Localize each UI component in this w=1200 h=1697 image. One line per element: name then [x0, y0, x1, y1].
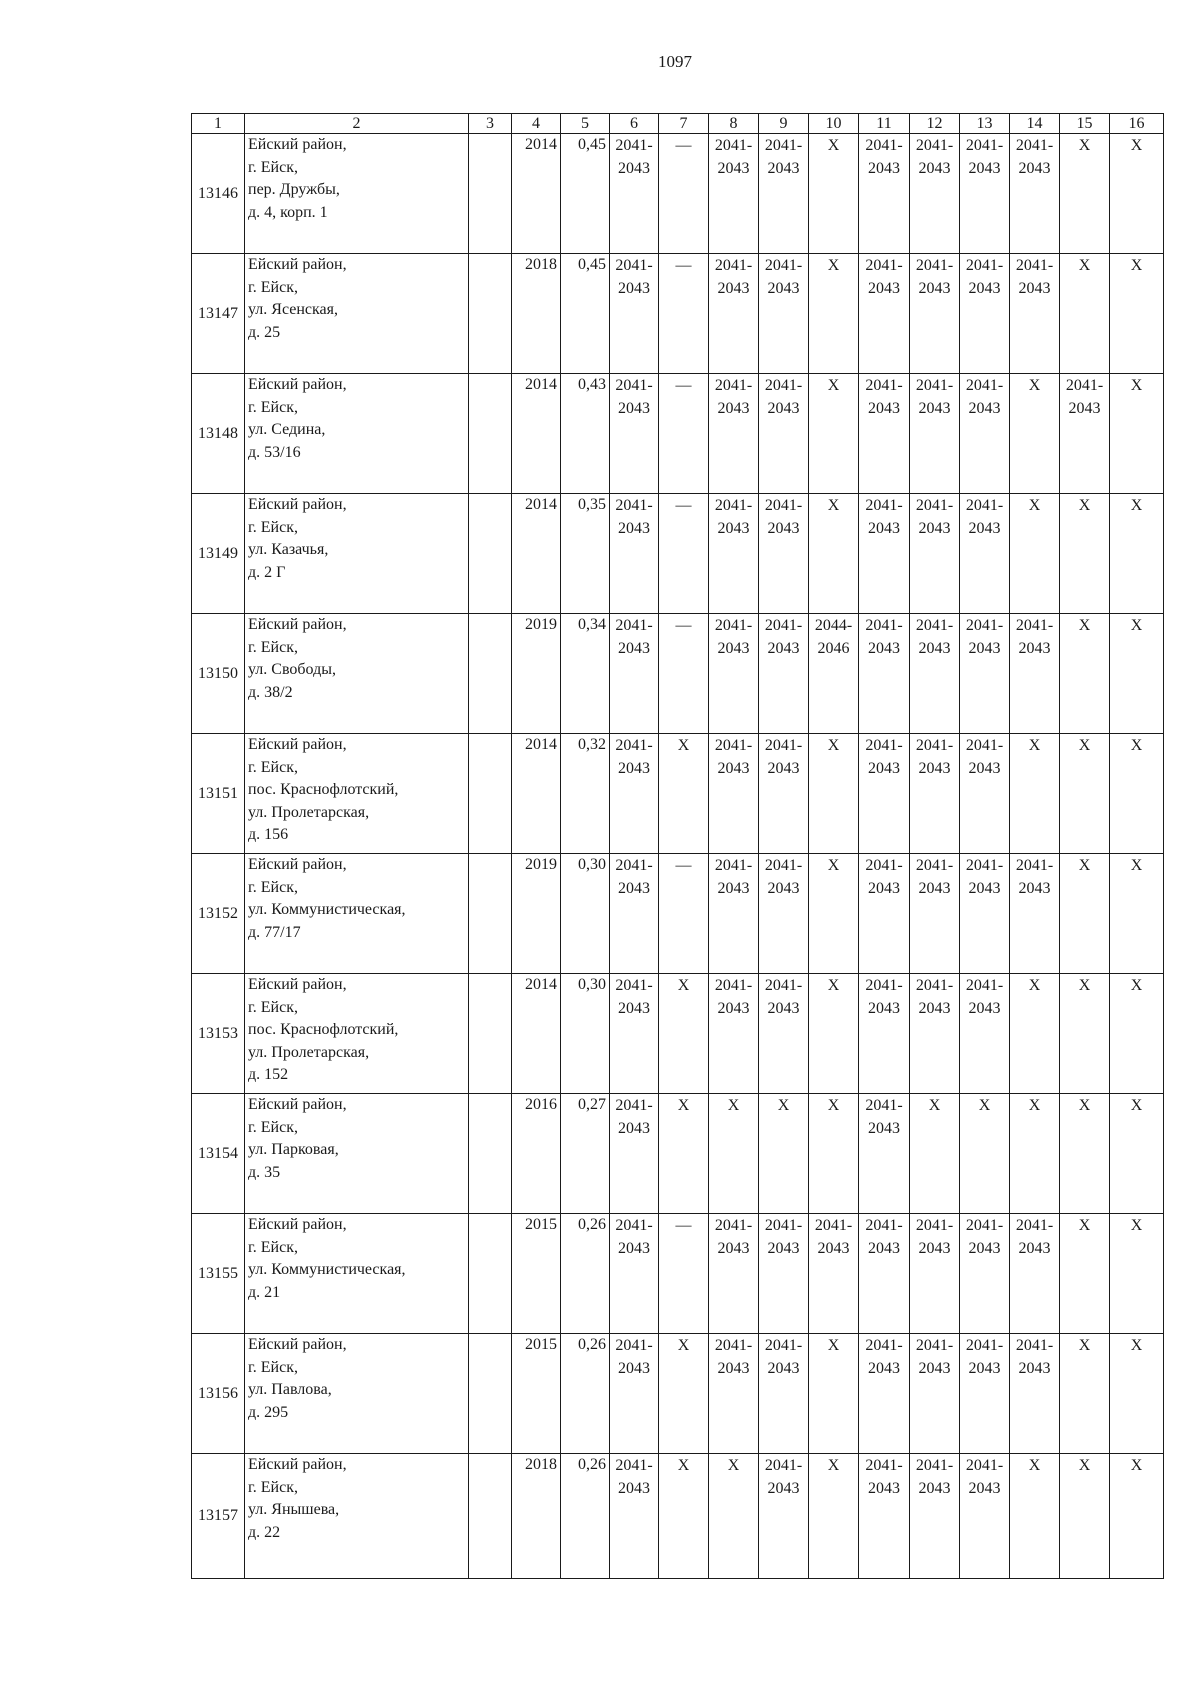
- year-cell: 2014: [512, 494, 561, 614]
- address-line: ул. Свободы,: [248, 661, 336, 678]
- address-line: ул. Седина,: [248, 421, 326, 438]
- period-cell: 2041- 2043: [709, 1334, 759, 1454]
- period-cell: X: [1060, 734, 1110, 854]
- empty-cell: [469, 1214, 512, 1334]
- column-header: 14: [1010, 114, 1060, 134]
- period-cell: X: [809, 734, 859, 854]
- address-line: д. 21: [248, 1283, 281, 1301]
- period-cell: X: [1110, 1334, 1164, 1454]
- address-line: пер. Дружбы,: [248, 181, 340, 198]
- table-body: [192, 134, 1164, 1579]
- value-cell: 0,35: [561, 494, 610, 614]
- period-cell: 2041- 2043: [960, 614, 1010, 734]
- address-line: г. Ейск,: [248, 1238, 298, 1256]
- address-line: д. 152: [248, 1066, 289, 1083]
- table-row: [192, 134, 1164, 254]
- address-cell: [245, 254, 469, 374]
- period-cell: 2041- 2043: [1010, 854, 1060, 974]
- period-cell: 2041- 2043: [709, 974, 759, 1094]
- period-cell: 2041- 2043: [610, 1334, 659, 1454]
- period-cell: X: [1010, 374, 1060, 494]
- value-cell: 0,45: [561, 134, 610, 254]
- period-cell: —: [659, 614, 709, 734]
- period-cell: X: [1010, 974, 1060, 1094]
- period-cell: —: [659, 1214, 709, 1334]
- address-line: Ейский район,: [248, 1336, 347, 1353]
- row-number: 13147: [192, 254, 245, 374]
- period-cell: X: [910, 1094, 960, 1214]
- address-line: д. 38/2: [248, 683, 293, 701]
- address-line: г. Ейск,: [248, 398, 298, 416]
- address-cell: [245, 494, 469, 614]
- period-cell: X: [709, 1454, 759, 1579]
- address-cell: [245, 1454, 469, 1579]
- table-row: [192, 374, 1164, 494]
- column-header: 1: [192, 114, 245, 134]
- address-line: Ейский район,: [248, 736, 347, 753]
- value-cell: 0,45: [561, 254, 610, 374]
- column-header: 7: [659, 114, 709, 134]
- address-line: ул. Коммунистическая,: [248, 1261, 406, 1278]
- period-cell: X: [659, 1094, 709, 1214]
- empty-cell: [469, 614, 512, 734]
- address-line: Ейский район,: [248, 496, 347, 513]
- period-cell: 2041- 2043: [610, 614, 659, 734]
- address-line: ул. Коммунистическая,: [248, 901, 406, 918]
- table-row: [192, 1454, 1164, 1579]
- period-cell: 2041- 2043: [1010, 254, 1060, 374]
- value-cell: 0,26: [561, 1214, 610, 1334]
- address-cell: [245, 374, 469, 494]
- address-line: д. 53/16: [248, 443, 301, 461]
- address-line: Ейский район,: [248, 616, 347, 633]
- period-cell: X: [1060, 614, 1110, 734]
- period-cell: 2041- 2043: [859, 254, 910, 374]
- address-line: д. 77/17: [248, 923, 301, 941]
- period-cell: —: [659, 134, 709, 254]
- period-cell: 2041- 2043: [960, 254, 1010, 374]
- address-cell: [245, 614, 469, 734]
- address-line: г. Ейск,: [248, 998, 298, 1016]
- column-header: 13: [960, 114, 1010, 134]
- period-cell: X: [1110, 374, 1164, 494]
- period-cell: X: [1060, 974, 1110, 1094]
- period-cell: 2041- 2043: [1060, 374, 1110, 494]
- address-line: г. Ейск,: [248, 278, 298, 296]
- address-line: Ейский район,: [248, 1456, 347, 1473]
- value-cell: 0,27: [561, 1094, 610, 1214]
- period-cell: 2041- 2043: [759, 494, 809, 614]
- address-line: ул. Пролетарская,: [248, 803, 370, 821]
- period-cell: 2041- 2043: [759, 374, 809, 494]
- address-line: г. Ейск,: [248, 1118, 298, 1136]
- period-cell: X: [809, 1454, 859, 1579]
- table-row: [192, 254, 1164, 374]
- period-cell: 2041- 2043: [1010, 1214, 1060, 1334]
- period-cell: X: [1110, 1214, 1164, 1334]
- period-cell: X: [1060, 134, 1110, 254]
- period-cell: 2041- 2043: [610, 1454, 659, 1579]
- column-header: 6: [610, 114, 659, 134]
- period-cell: 2041- 2043: [759, 1334, 809, 1454]
- value-cell: 0,43: [561, 374, 610, 494]
- period-cell: 2041- 2043: [910, 254, 960, 374]
- period-cell: 2041- 2043: [709, 374, 759, 494]
- period-cell: X: [809, 854, 859, 974]
- period-cell: 2041- 2043: [910, 374, 960, 494]
- period-cell: X: [1060, 494, 1110, 614]
- address-cell: [245, 1334, 469, 1454]
- period-cell: 2041- 2043: [709, 134, 759, 254]
- address-line: Ейский район,: [248, 136, 347, 153]
- period-cell: 2041- 2043: [910, 734, 960, 854]
- header-row: [192, 114, 1164, 134]
- row-number: 13152: [192, 854, 245, 974]
- period-cell: 2041- 2043: [709, 854, 759, 974]
- period-cell: X: [1110, 1094, 1164, 1214]
- period-cell: X: [1110, 1454, 1164, 1579]
- period-cell: 2041- 2043: [610, 734, 659, 854]
- period-cell: X: [1110, 494, 1164, 614]
- period-cell: 2041- 2043: [1010, 614, 1060, 734]
- address-line: г. Ейск,: [248, 638, 298, 656]
- period-cell: 2041- 2043: [960, 854, 1010, 974]
- period-cell: X: [659, 1454, 709, 1579]
- period-cell: 2041- 2043: [859, 1334, 910, 1454]
- table-row: [192, 1214, 1164, 1334]
- column-header: 5: [561, 114, 610, 134]
- period-cell: 2041- 2043: [709, 614, 759, 734]
- address-line: Ейский район,: [248, 976, 347, 993]
- row-number: 13155: [192, 1214, 245, 1334]
- table-row: [192, 734, 1164, 854]
- column-header: 15: [1060, 114, 1110, 134]
- period-cell: 2041- 2043: [859, 494, 910, 614]
- period-cell: 2041- 2043: [960, 1334, 1010, 1454]
- period-cell: 2041- 2043: [1010, 1334, 1060, 1454]
- period-cell: 2041- 2043: [759, 734, 809, 854]
- address-line: г. Ейск,: [248, 158, 298, 176]
- period-cell: X: [1110, 134, 1164, 254]
- period-cell: 2041- 2043: [759, 1214, 809, 1334]
- table-row: [192, 614, 1164, 734]
- value-cell: 0,26: [561, 1454, 610, 1579]
- address-line: ул. Казачья,: [248, 541, 329, 558]
- address-line: д. 2 Г: [248, 563, 286, 581]
- period-cell: 2044- 2046: [809, 614, 859, 734]
- column-header: 9: [759, 114, 809, 134]
- period-cell: X: [1010, 1454, 1060, 1579]
- row-number: 13154: [192, 1094, 245, 1214]
- row-number: 13153: [192, 974, 245, 1094]
- period-cell: X: [1060, 1334, 1110, 1454]
- period-cell: 2041- 2043: [859, 614, 910, 734]
- period-cell: 2041- 2043: [859, 1094, 910, 1214]
- address-line: ул. Павлова,: [248, 1381, 332, 1398]
- address-line: г. Ейск,: [248, 1358, 298, 1376]
- table-row: [192, 494, 1164, 614]
- register-table: [191, 113, 1164, 1579]
- address-line: г. Ейск,: [248, 1478, 298, 1496]
- value-cell: 0,34: [561, 614, 610, 734]
- period-cell: X: [1060, 254, 1110, 374]
- empty-cell: [469, 494, 512, 614]
- address-line: пос. Краснофлотский,: [248, 1021, 399, 1038]
- address-line: пос. Краснофлотский,: [248, 781, 399, 798]
- row-number: 13150: [192, 614, 245, 734]
- period-cell: 2041- 2043: [610, 974, 659, 1094]
- period-cell: 2041- 2043: [709, 1214, 759, 1334]
- period-cell: 2041- 2043: [910, 134, 960, 254]
- address-cell: [245, 134, 469, 254]
- row-number: 13148: [192, 374, 245, 494]
- period-cell: X: [809, 254, 859, 374]
- period-cell: 2041- 2043: [759, 134, 809, 254]
- period-cell: X: [809, 974, 859, 1094]
- address-line: г. Ейск,: [248, 878, 298, 896]
- value-cell: 0,30: [561, 854, 610, 974]
- empty-cell: [469, 1454, 512, 1579]
- period-cell: 2041- 2043: [910, 1214, 960, 1334]
- period-cell: X: [960, 1094, 1010, 1214]
- address-line: Ейский район,: [248, 256, 347, 273]
- period-cell: 2041- 2043: [610, 374, 659, 494]
- value-cell: 0,26: [561, 1334, 610, 1454]
- table-row: [192, 974, 1164, 1094]
- year-cell: 2016: [512, 1094, 561, 1214]
- period-cell: X: [809, 374, 859, 494]
- column-header: 8: [709, 114, 759, 134]
- address-line: ул. Янышева,: [248, 1501, 340, 1518]
- empty-cell: [469, 374, 512, 494]
- period-cell: 2041- 2043: [910, 854, 960, 974]
- period-cell: X: [1060, 854, 1110, 974]
- period-cell: X: [1010, 494, 1060, 614]
- period-cell: 2041- 2043: [859, 1214, 910, 1334]
- period-cell: 2041- 2043: [960, 494, 1010, 614]
- period-cell: —: [659, 494, 709, 614]
- year-cell: 2019: [512, 854, 561, 974]
- period-cell: 2041- 2043: [859, 1454, 910, 1579]
- period-cell: X: [1110, 974, 1164, 1094]
- table-row: [192, 1334, 1164, 1454]
- period-cell: X: [759, 1094, 809, 1214]
- period-cell: 2041- 2043: [960, 134, 1010, 254]
- period-cell: X: [1060, 1454, 1110, 1579]
- period-cell: 2041- 2043: [859, 974, 910, 1094]
- column-header: 12: [910, 114, 960, 134]
- address-line: д. 22: [248, 1523, 281, 1541]
- period-cell: X: [659, 734, 709, 854]
- column-header: 3: [469, 114, 512, 134]
- address-line: г. Ейск,: [248, 518, 298, 536]
- row-number: 13157: [192, 1454, 245, 1579]
- empty-cell: [469, 974, 512, 1094]
- column-header: 16: [1110, 114, 1164, 134]
- address-cell: [245, 734, 469, 854]
- year-cell: 2015: [512, 1214, 561, 1334]
- year-cell: 2014: [512, 374, 561, 494]
- empty-cell: [469, 134, 512, 254]
- address-cell: [245, 1214, 469, 1334]
- address-line: ул. Парковая,: [248, 1141, 339, 1158]
- address-line: Ейский район,: [248, 856, 347, 873]
- period-cell: 2041- 2043: [610, 134, 659, 254]
- period-cell: 2041- 2043: [610, 854, 659, 974]
- period-cell: X: [1110, 734, 1164, 854]
- period-cell: X: [1060, 1214, 1110, 1334]
- period-cell: X: [709, 1094, 759, 1214]
- period-cell: —: [659, 854, 709, 974]
- year-cell: 2014: [512, 734, 561, 854]
- period-cell: 2041- 2043: [759, 1454, 809, 1579]
- address-line: д. 35: [248, 1163, 281, 1181]
- empty-cell: [469, 734, 512, 854]
- address-cell: [245, 1094, 469, 1214]
- row-number: 13146: [192, 134, 245, 254]
- period-cell: 2041- 2043: [960, 1214, 1010, 1334]
- row-number: 13149: [192, 494, 245, 614]
- year-cell: 2018: [512, 1454, 561, 1579]
- period-cell: 2041- 2043: [859, 854, 910, 974]
- empty-cell: [469, 1094, 512, 1214]
- year-cell: 2014: [512, 134, 561, 254]
- period-cell: 2041- 2043: [709, 254, 759, 374]
- period-cell: 2041- 2043: [610, 494, 659, 614]
- period-cell: X: [1110, 254, 1164, 374]
- period-cell: 2041- 2043: [859, 374, 910, 494]
- period-cell: 2041- 2043: [960, 734, 1010, 854]
- period-cell: 2041- 2043: [859, 134, 910, 254]
- period-cell: 2041- 2043: [809, 1214, 859, 1334]
- period-cell: 2041- 2043: [709, 734, 759, 854]
- row-number: 13151: [192, 734, 245, 854]
- empty-cell: [469, 854, 512, 974]
- period-cell: 2041- 2043: [759, 854, 809, 974]
- period-cell: X: [1110, 614, 1164, 734]
- period-cell: X: [809, 1334, 859, 1454]
- year-cell: 2015: [512, 1334, 561, 1454]
- row-number: 13156: [192, 1334, 245, 1454]
- period-cell: 2041- 2043: [759, 254, 809, 374]
- address-line: д. 25: [248, 323, 281, 341]
- table-row: [192, 854, 1164, 974]
- column-header: 4: [512, 114, 561, 134]
- empty-cell: [469, 1334, 512, 1454]
- address-line: г. Ейск,: [248, 758, 298, 776]
- period-cell: X: [809, 134, 859, 254]
- column-header: 10: [809, 114, 859, 134]
- address-line: Ейский район,: [248, 1096, 347, 1113]
- year-cell: 2019: [512, 614, 561, 734]
- address-line: ул. Ясенская,: [248, 301, 339, 318]
- column-header: 11: [859, 114, 910, 134]
- table-row: [192, 1094, 1164, 1214]
- column-header: 2: [245, 114, 469, 134]
- period-cell: 2041- 2043: [610, 1094, 659, 1214]
- address-line: Ейский район,: [248, 1216, 347, 1233]
- period-cell: 2041- 2043: [709, 494, 759, 614]
- address-cell: [245, 854, 469, 974]
- address-line: Ейский район,: [248, 376, 347, 393]
- value-cell: 0,32: [561, 734, 610, 854]
- address-line: ул. Пролетарская,: [248, 1043, 370, 1061]
- address-line: д. 295: [248, 1403, 289, 1421]
- period-cell: X: [809, 1094, 859, 1214]
- period-cell: —: [659, 374, 709, 494]
- period-cell: 2041- 2043: [610, 254, 659, 374]
- period-cell: 2041- 2043: [910, 494, 960, 614]
- period-cell: 2041- 2043: [859, 734, 910, 854]
- period-cell: X: [659, 974, 709, 1094]
- period-cell: 2041- 2043: [610, 1214, 659, 1334]
- period-cell: X: [1010, 1094, 1060, 1214]
- period-cell: 2041- 2043: [910, 614, 960, 734]
- empty-cell: [469, 254, 512, 374]
- period-cell: X: [809, 494, 859, 614]
- period-cell: X: [659, 1334, 709, 1454]
- period-cell: 2041- 2043: [910, 1334, 960, 1454]
- period-cell: X: [1110, 854, 1164, 974]
- period-cell: 2041- 2043: [960, 974, 1010, 1094]
- address-cell: [245, 974, 469, 1094]
- period-cell: 2041- 2043: [910, 974, 960, 1094]
- period-cell: X: [1060, 1094, 1110, 1214]
- period-cell: X: [1010, 734, 1060, 854]
- period-cell: 2041- 2043: [759, 974, 809, 1094]
- period-cell: —: [659, 254, 709, 374]
- address-line: д. 156: [248, 826, 289, 843]
- period-cell: 2041- 2043: [960, 1454, 1010, 1579]
- period-cell: 2041- 2043: [910, 1454, 960, 1579]
- value-cell: 0,30: [561, 974, 610, 1094]
- period-cell: 2041- 2043: [960, 374, 1010, 494]
- year-cell: 2014: [512, 974, 561, 1094]
- year-cell: 2018: [512, 254, 561, 374]
- page-number: 1097: [658, 52, 692, 71]
- period-cell: 2041- 2043: [759, 614, 809, 734]
- address-line: д. 4, корп. 1: [248, 203, 328, 221]
- period-cell: 2041- 2043: [1010, 134, 1060, 254]
